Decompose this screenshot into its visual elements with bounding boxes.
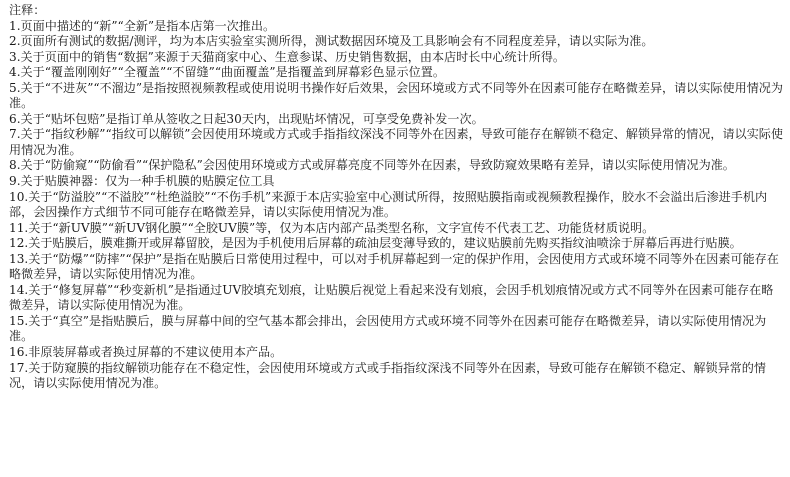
note-item-9: 9.关于贴膜神器：仅为一种手机膜的贴膜定位工具 bbox=[9, 174, 275, 189]
note-item-1: 1.页面中描述的“新”“全新”是指本店第一次推出。 bbox=[9, 18, 276, 33]
note-item-2: 2.页面所有测试的数据/测评，均为本店实验室实测所得，测试数据因环境及工具影响会有不同程度差异，请以实际为准。 bbox=[9, 34, 654, 49]
notes-list bbox=[9, 19, 785, 392]
note-item-13: 13.关于“防爆”“防摔”“保护”是指在贴膜后日常使用过程中，可以对手机屏幕起到一定的保护作用，会因使用方式或环境不同等外在因素可能存在略微差异，请以实际使用情况为准。 bbox=[9, 251, 779, 282]
note-item-16: 16.非原装屏幕或者换过屏幕的不建议使用本产品。 bbox=[9, 345, 283, 360]
note-item-10: 10.关于“防溢胶”“不溢胶”“杜绝溢胶”“不伤手机”来源于本店实验室中心测试所得，按照贴膜指南或视频教程操作，胶水不会溢出后渗进手机内部，会因操作方式细节不同可能存在略微差异，请以实际使用情况为准。 bbox=[9, 189, 768, 220]
notes-title: 注释： bbox=[9, 3, 46, 17]
note-item-7: 7.关于“指纹秒解”“指纹可以解锁”会因使用环境或方式或手指指纹深浅不同等外在因素，导致可能存在解锁不稳定、解锁异常的情况，请以实际使用情况为准。 bbox=[9, 127, 783, 157]
note-item-11: 11.关于“新UV膜”“新UV钢化膜”“全胶UV膜”等，仅为本店内部产品类型名称，文字宣传不代表工艺、功能货材质说明。 bbox=[9, 220, 655, 235]
note-item-5: 5.关于“不进灰”“不溜边”是指按照视频教程或使用说明书操作好后效果，会因环境或方式不同等外在因素可能存在略微差异，请以实际使用情况为准。 bbox=[9, 80, 783, 111]
note-item-8: 8.关于“防偷窥”“防偷看”“保护隐私”会因使用环境或方式或屏幕亮度不同等外在因素，导致防窥效果略有差异，请以实际使用情况为准。 bbox=[9, 158, 735, 173]
note-item-17: 17.关于防窥膜的指纹解锁功能存在不稳定性，会因使用环境或方式或手指指纹深浅不同等外在因素，导致可能存在解锁不稳定、解锁异常的情况，请以实际使用情况为准。 bbox=[9, 360, 766, 391]
note-item-6: 6.关于“贴坏包赔”是指订单从签收之日起30天内，出现贴坏情况，可享受免费补发一次。 bbox=[9, 111, 484, 126]
note-item-12: 12.关于贴膜后，膜难撕开或屏幕留胶，是因为手机使用后屏幕的疏油层变薄导致的，建议贴膜前先购买指纹油喷涂于屏幕后再进行贴膜。 bbox=[9, 236, 742, 251]
note-item-15: 15.关于“真空”是指贴膜后，膜与屏幕中间的空气基本都会排出，会因使用方式或环境不同等外在因素可能存在略微差异，请以实际使用情况为准。 bbox=[9, 313, 767, 344]
note-item-14: 14.关于“修复屏幕”“秒变新机”是指通过UV胶填充划痕，让贴膜后视觉上看起来没有划痕，会因手机划痕情况或方式不同等外在因素可能存在略微差异，请以实际使用情况为准。 bbox=[9, 282, 774, 313]
notes-section bbox=[9, 3, 785, 392]
note-item-4: 4.关于“覆盖刚刚好”“全覆盖”“不留缝”“曲面覆盖”是指覆盖到屏幕彩色显示位置。 bbox=[9, 65, 445, 80]
note-item-3: 3.关于页面中的销售“数据”来源于天猫商家中心、生意参谋、历史销售数据，由本店时长中心统计所得。 bbox=[9, 49, 566, 64]
